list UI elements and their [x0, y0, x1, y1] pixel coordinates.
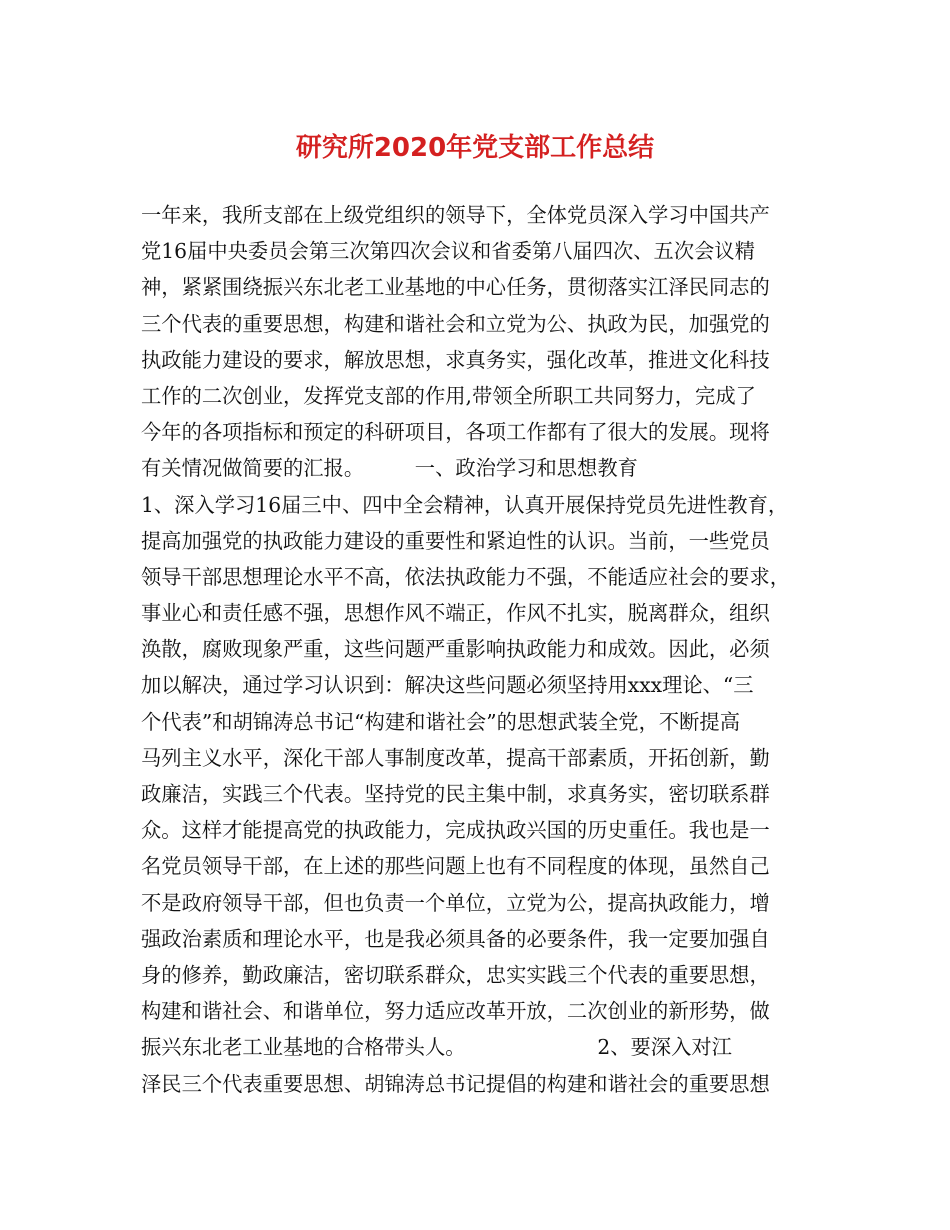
body-line: 政廉洁，实践三个代表。坚持党的民主集中制，求真务实，密切联系群: [141, 782, 770, 806]
body-line: 工作的二次创业，发挥党支部的作用,带领全所职工共同努力，完成了: [141, 383, 756, 408]
body-line: 加以解决，通过学习认识到：解决这些问题必须坚持用xxx理论、“三: [141, 673, 754, 698]
body-line: 涣散，腐败现象严重，这些问题严重影响执政能力和成效。因此，必须: [141, 637, 770, 662]
body-line: 今年的各项指标和预定的科研项目，各项工作都有了很大的发展。现将: [141, 420, 770, 445]
body-line: 神，紧紧围绕振兴东北老工业基地的中心任务，贯彻落实江泽民同志的: [141, 275, 770, 300]
body-line: 党16届中央委员会第三次第四次会议和省委第八届四次、五次会议精: [141, 239, 755, 264]
document-title: 研究所2020年党支部工作总结: [295, 133, 655, 163]
body-line: 事业心和责任感不强，思想作风不端正，作风不扎实，脱离群众，组织: [141, 601, 770, 626]
body-line: 执政能力建设的要求，解放思想，求真务实，强化改革，推进文化科技: [141, 347, 770, 372]
body-line: 个代表”和胡锦涛总书记“构建和谐社会”的思想武装全党，不断提高: [141, 709, 740, 734]
body-line: 众。这样才能提高党的执政能力，完成执政兴国的历史重任。我也是一: [141, 818, 770, 843]
body-line: 三个代表的重要思想，构建和谐社会和立党为公、执政为民，加强党的: [141, 311, 770, 336]
body-line: 名党员领导干部，在上述的那些问题上也有不同程度的体现，虽然自己: [141, 854, 770, 879]
body-line: 泽民三个代表重要思想、胡锦涛总书记提倡的构建和谐社会的重要思想: [141, 1071, 770, 1096]
body-line: 提高加强党的执政能力建设的重要性和紧迫性的认识。当前，一些党员: [141, 528, 770, 553]
body-line: 振兴东北老工业基地的合格带头人。 2、要深入对江: [141, 1035, 732, 1060]
body-line: 构建和谐社会、和谐单位，努力适应改革开放，二次创业的新形势，做: [141, 999, 770, 1024]
body-line: 马列主义水平，深化干部人事制度改革，提高干部素质，开拓创新，勤: [141, 745, 770, 770]
body-line: 身的修养，勤政廉洁，密切联系群众，忠实实践三个代表的重要思想，: [141, 962, 770, 987]
body-line: 强政治素质和理论水平，也是我必须具备的必要条件，我一定要加强自: [141, 926, 770, 951]
body-line: 有关情况做简要的汇报。 一、政治学习和思想教育: [141, 456, 638, 481]
document-body: [141, 197, 821, 1102]
body-line: 领导干部思想理论水平不高，依法执政能力不强，不能适应社会的要求，: [141, 564, 791, 589]
body-line: 不是政府领导干部，但也负责一个单位，立党为公，提高执政能力，增: [141, 890, 770, 915]
body-line: 1、深入学习16届三中、四中全会精神，认真开展保持党员先进性教育，: [141, 492, 789, 517]
body-line: 一年来，我所支部在上级党组织的领导下，全体党员深入学习中国共产: [141, 203, 770, 227]
